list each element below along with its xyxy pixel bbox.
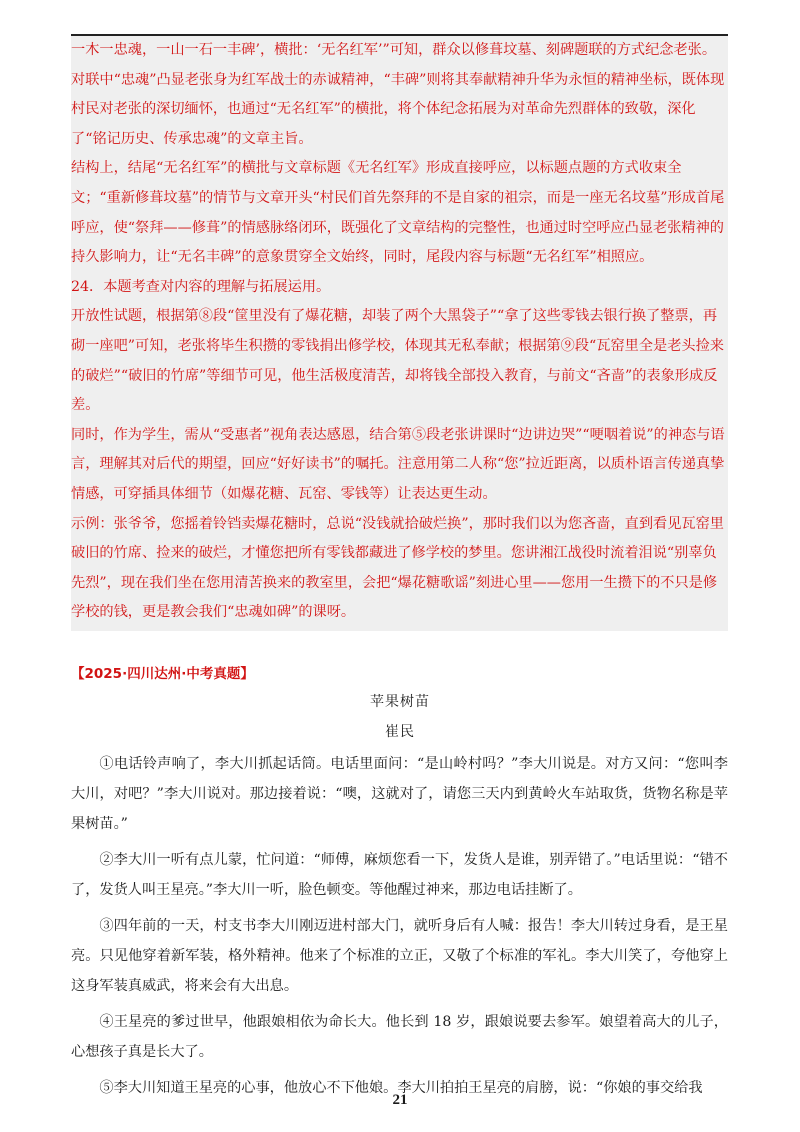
article-title: 苹果树苗	[370, 694, 430, 710]
answer-paragraph: 开放性试题，根据第⑧段“筐里没有了爆花糖，却装了两个大黑袋子”“拿了这些零钱去银行换了整票，再砌一座吧”可知，老张将毕生积攒的零钱捐出修学校，体现其无私奉献；根据第⑨段“瓦窑里全是老头捡来的破烂”“破旧的竹席”等细节可见，他生活极度清苦，却将钱全部投入教育，与前文“吝啬”的表象形成反差。	[71, 308, 724, 414]
article-paragraph: ④王星亮的爹过世早，他跟娘相依为命长大。他长到 18 岁，跟娘说要去参军。娘望着高大的儿子，心想孩子真是长大了。	[71, 1014, 728, 1060]
answer-analysis-block	[71, 36, 728, 631]
article-body	[71, 749, 728, 1109]
article-author: 崔民	[385, 724, 415, 740]
answer-paragraph: 结构上，结尾“无名红军”的横批与文章标题《无名红军》形成直接呼应，以标题点题的方式收束全文；“重新修葺坟墓”的情节与文章开头“村民们首先祭拜的不是自家的祖宗，而是一座无名坟墓”形成首尾呼应，使“祭拜——修葺”的情感脉络闭环，既强化了文章结构的完整性，也通过时空呼应凸显老张精神的持久影响力，让“无名丰碑”的意象贯穿全文始终，同时，尾段内容与标题“无名红军”相照应。	[71, 160, 725, 266]
article-paragraph: ⑤李大川知道王星亮的心事，他放心不下他娘。李大川拍拍王星亮的肩膀，说：“你娘的事交给我	[99, 1080, 703, 1096]
answer-paragraph: 一木一忠魂，一山一石一丰碑’，横批：‘无名红军’”可知，群众以修葺坟墓、刻碑题联的方式纪念老张。对联中“忠魂”凸显老张身为红军战士的赤诚精神，“丰碑”则将其奉献精神升华为永恒的精神坐标，既体现村民对老张的深切缅怀，也通过“无名红军”的横批，将个体纪念拓展为对革命先烈群体的致敬，深化了“铭记历史、传承忠魂”的文章主旨。	[71, 42, 725, 147]
page-number: 21	[392, 1092, 408, 1108]
answer-paragraph: 24．本题考查对内容的理解与拓展运用。	[71, 278, 331, 295]
article-paragraph: ③四年前的一天，村支书李大川刚迈进村部大门，就听身后有人喊：报告！李大川转过身看，是王星亮。只见他穿着新军装，格外精神。他来了个标准的立正，又敬了个标准的军礼。李大川笑了，夸他穿上这身军装真威武，将来会有大出息。	[71, 918, 728, 994]
article-paragraph: ②李大川一听有点儿蒙，忙问道：“师傅，麻烦您看一下，发货人是谁，别弄错了。”电话里说：“错不了，发货人叫王星亮。”李大川一听，脸色顿变。等他醒过神来，那边电话挂断了。	[71, 852, 728, 898]
article-paragraph: ①电话铃声响了，李大川抓起话筒。电话里面问：“是山岭村吗？”李大川说是。对方又问：“您叫李大川，对吧？”李大川说对。那边接着说：“噢，这就对了，请您三天内到黄岭火车站取货，货物名称是苹果树苗。”	[71, 756, 728, 832]
answer-paragraph: 同时，作为学生，需从“受惠者”视角表达感恩，结合第⑤段老张讲课时“边讲边哭”“哽咽着说”的神态与语言，理解其对后代的期望，回应“好好读书”的嘱托。注意用第二人称“您”拉近距离，以质朴语言传递真挚情感，可穿插具体细节（如爆花糖、瓦窑、零钱等）让表达更生动。	[71, 426, 725, 502]
answer-paragraph: 示例：张爷爷，您摇着铃铛卖爆花糖时，总说“没钱就拾破烂换”，那时我们以为您吝啬，直到看见瓦窑里破旧的竹席、捡来的破烂，才懂您把所有零钱都藏进了修学校的梦里。您讲湘江战役时流着泪说“别辜负先烈”，现在我们坐在您用清苦换来的教室里，会把“爆花糖歌谣”刻进心里——您用一生攒下的不只是修学校的钱，更是教会我们“忠魂如碑”的课呀。	[71, 515, 724, 621]
exam-source-tag: 【2025·四川达州·中考真题】	[71, 666, 254, 682]
